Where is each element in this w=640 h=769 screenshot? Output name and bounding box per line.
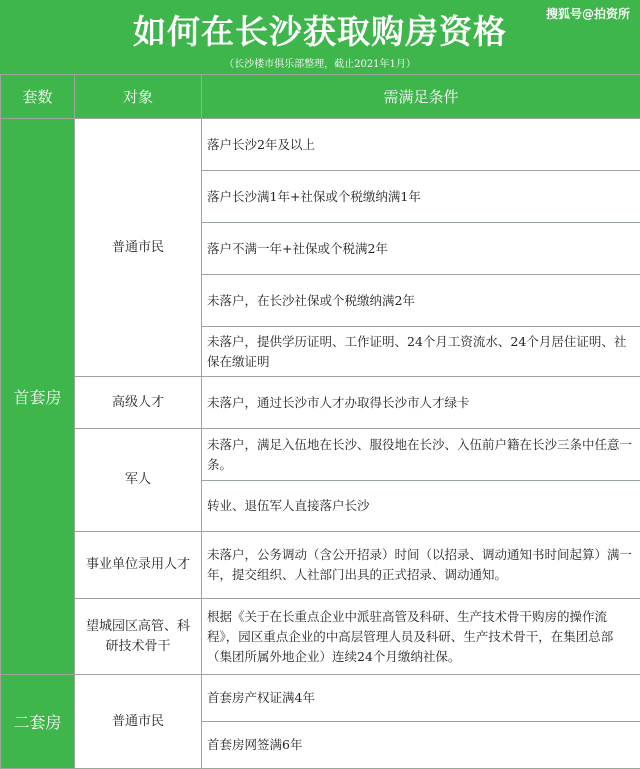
condition-cell: 落户长沙满1年+社保或个税缴纳满1年 [202,171,640,223]
column-header-object: 对象 [75,75,202,119]
condition-cell: 转业、退伍军人直接落户长沙 [202,481,640,532]
object-cell: 事业单位录用人才 [75,532,202,599]
condition-cell: 落户长沙2年及以上 [202,119,640,171]
category-cell: 首套房 [1,119,75,675]
condition-cell: 未落户，在长沙社保或个税缴纳满2年 [202,275,640,327]
condition-cell: 落户不满一年+社保或个税满2年 [202,223,640,275]
page-subtitle: （长沙楼市俱乐部整理，截止2021年1月） [0,55,640,70]
condition-cell: 未落户，满足入伍地在长沙、服役地在长沙、入伍前户籍在长沙三条中任意一条。 [202,429,640,481]
header-banner [0,0,640,74]
object-cell: 普通市民 [75,119,202,377]
object-cell: 普通市民 [75,675,202,769]
watermark: 搜狐号@拍资所 [546,5,630,22]
condition-cell: 首套房产权证满4年 [202,675,640,722]
column-header-count: 套数 [1,75,75,119]
column-header-conditions: 需满足条件 [202,75,640,119]
qualification-table [0,74,640,769]
condition-cell: 未落户，提供学历证明、工作证明、24个月工资流水、24个月居住证明、社保在缴证明 [202,327,640,377]
table-row [1,675,640,722]
table-row [1,532,640,599]
condition-cell: 根据《关于在长重点企业中派驻高管及科研、生产技术骨干购房的操作流程》，园区重点企业的中高层管理人员及科研、生产技术骨干，在集团总部（集团所属外地企业）连续24个月缴纳社保。 [202,599,640,675]
page-title: 如何在长沙获取购房资格 [0,6,640,53]
table-row [1,599,640,675]
table-row [1,377,640,429]
object-cell: 高级人才 [75,377,202,429]
category-cell: 二套房 [1,675,75,769]
condition-cell: 首套房网签满6年 [202,722,640,769]
object-cell: 望城园区高管、科研技术骨干 [75,599,202,675]
table-row [1,119,640,171]
object-cell: 军人 [75,429,202,532]
condition-cell: 未落户，通过长沙市人才办取得长沙市人才绿卡 [202,377,640,429]
table-row [1,429,640,481]
condition-cell: 未落户，公务调动（含公开招录）时间（以招录、调动通知书时间起算）满一年，提交组织、人社部门出具的正式招录、调动通知。 [202,532,640,599]
